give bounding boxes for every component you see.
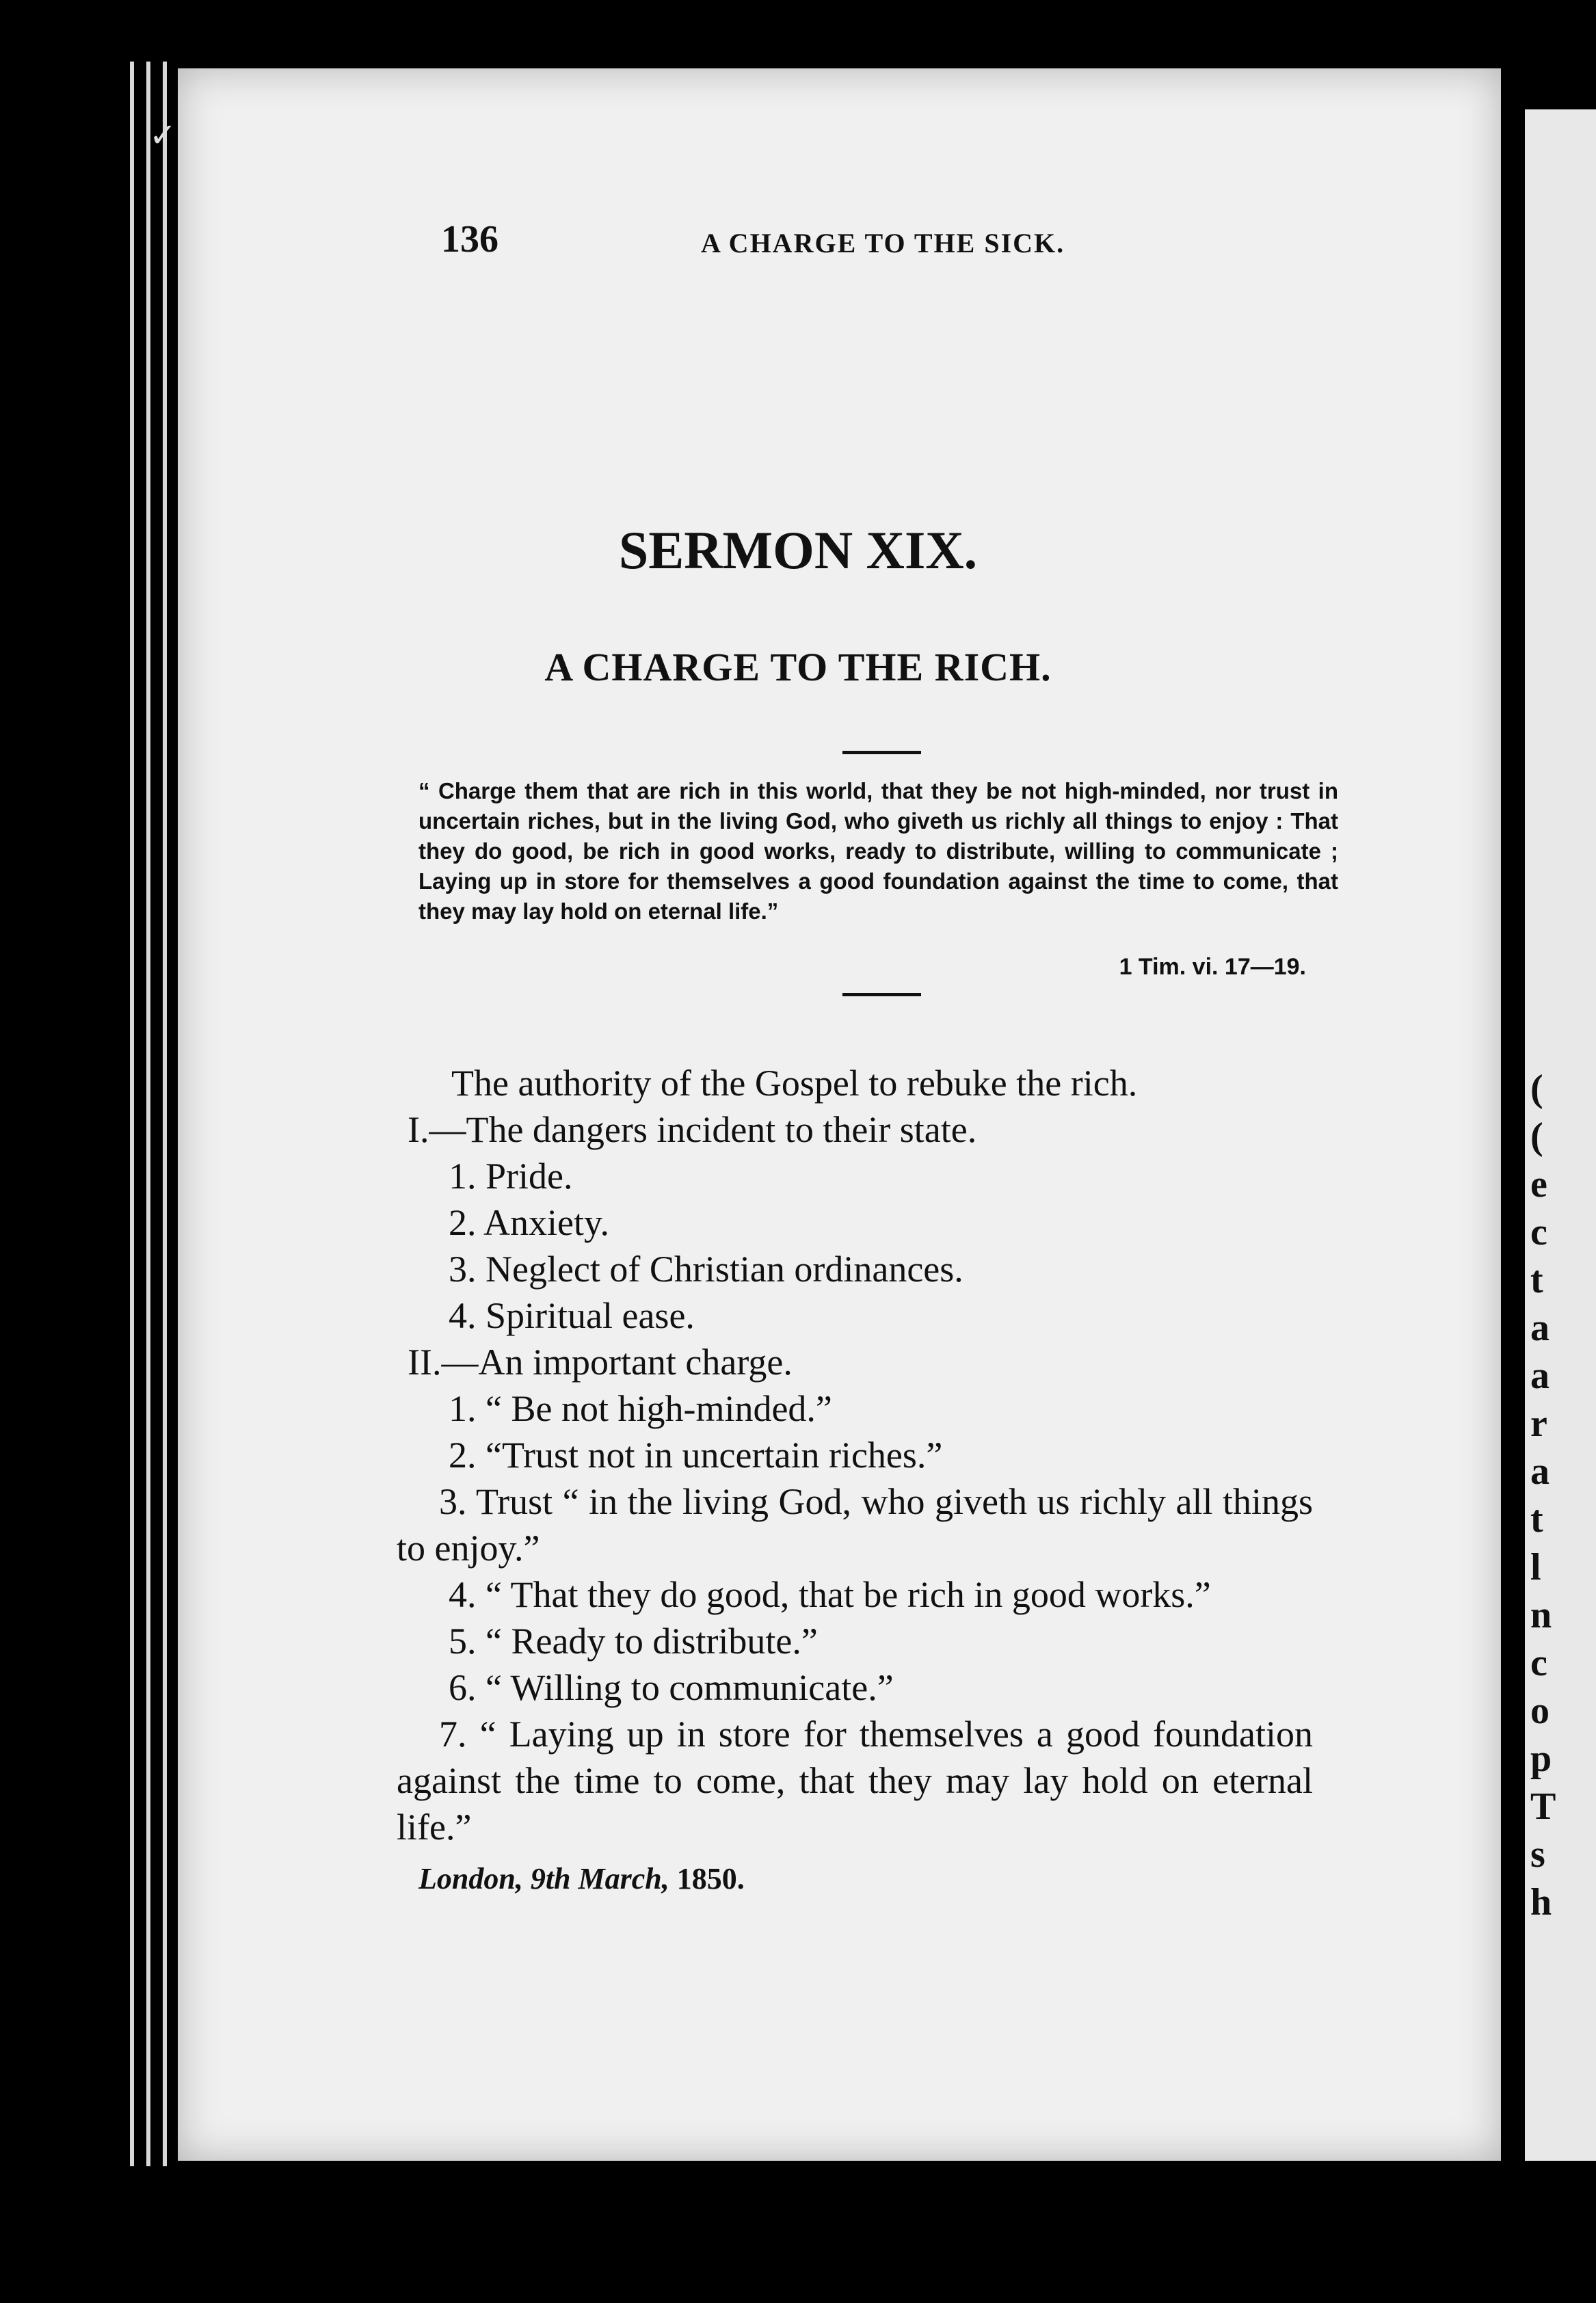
dateline [418, 1861, 745, 1896]
edge-letter: a [1530, 1307, 1550, 1349]
scripture-citation: 1 Tim. vi. 17—19. [1119, 954, 1306, 980]
outline-item: 1. “ Be not high-minded.” [449, 1388, 832, 1429]
edge-letter: ( [1530, 1067, 1543, 1110]
edge-letter: p [1530, 1738, 1552, 1780]
edge-letter: s [1530, 1833, 1545, 1876]
edge-letter: l [1530, 1546, 1541, 1588]
book-edge-line [146, 62, 150, 2166]
edge-letter: e [1530, 1163, 1547, 1206]
edge-letter: t [1530, 1498, 1543, 1541]
edge-letter: o [1530, 1690, 1550, 1732]
sermon-title: SERMON XIX. [618, 520, 978, 580]
outline-intro: The authority of the Gospel to rebuke the rich. [451, 1063, 1138, 1104]
edge-letter: n [1530, 1594, 1552, 1636]
divider-rule [842, 751, 921, 754]
outline-item: 2. “Trust not in uncertain riches.” [449, 1435, 943, 1476]
divider-rule [842, 993, 921, 996]
edge-letter: c [1530, 1211, 1547, 1253]
outline-item: 3. Neglect of Christian ordinances. [449, 1249, 963, 1290]
dateline-year: 1850. [669, 1862, 745, 1895]
page-number: 136 [441, 218, 498, 261]
running-head: A CHARGE TO THE SICK. [701, 228, 1065, 258]
scripture-epigraph: “ Charge them that are rich in this world, that they be not high-minded, nor trust in uncertain riches, but in the living God, who giveth us richly all things to enjoy : That they do good, be rich in good works, ready to distribute, willing to communicate ; Laying up in store for themselves a good foundation against the time to come, that they may lay hold on eternal life.” [418, 778, 1338, 924]
adjacent-page-edge [1525, 109, 1596, 2161]
edge-letter: a [1530, 1355, 1550, 1397]
edge-letter: T [1530, 1785, 1556, 1828]
book-edge-line [130, 62, 134, 2166]
page-header [441, 217, 1351, 293]
edge-letter: a [1530, 1450, 1550, 1493]
outline-item: 1. Pride. [449, 1156, 573, 1197]
outline-item: 2. Anxiety. [449, 1202, 609, 1243]
sermon-subtitle: A CHARGE TO THE RICH. [544, 645, 1052, 689]
edge-letter: ( [1530, 1115, 1543, 1158]
outline-item: 7. “ Laying up in store for themselves a good foundation against the time to come, that they may lay hold on eternal life.” [397, 1714, 1313, 1848]
corner-mark: ✓ [149, 118, 177, 154]
sermon-outline [397, 1060, 1313, 1850]
section-heading: I.—The dangers incident to their state. [408, 1109, 977, 1150]
outline-item: 3. Trust “ in the living God, who giveth us richly all things to enjoy.” [397, 1481, 1313, 1569]
outline-item: 4. “ That they do good, that be rich in good works.” [449, 1574, 1211, 1615]
edge-letter: h [1530, 1881, 1552, 1923]
edge-letter: t [1530, 1259, 1543, 1301]
book-edge-line [163, 62, 167, 2166]
outline-item: 4. Spiritual ease. [449, 1295, 695, 1336]
edge-letter: r [1530, 1402, 1547, 1445]
dateline-place-date: London, 9th March, [418, 1862, 669, 1895]
outline-item: 6. “ Willing to communicate.” [449, 1667, 894, 1708]
edge-letter: c [1530, 1642, 1547, 1684]
outline-item: 5. “ Ready to distribute.” [449, 1621, 818, 1662]
section-heading: II.—An important charge. [408, 1342, 793, 1383]
